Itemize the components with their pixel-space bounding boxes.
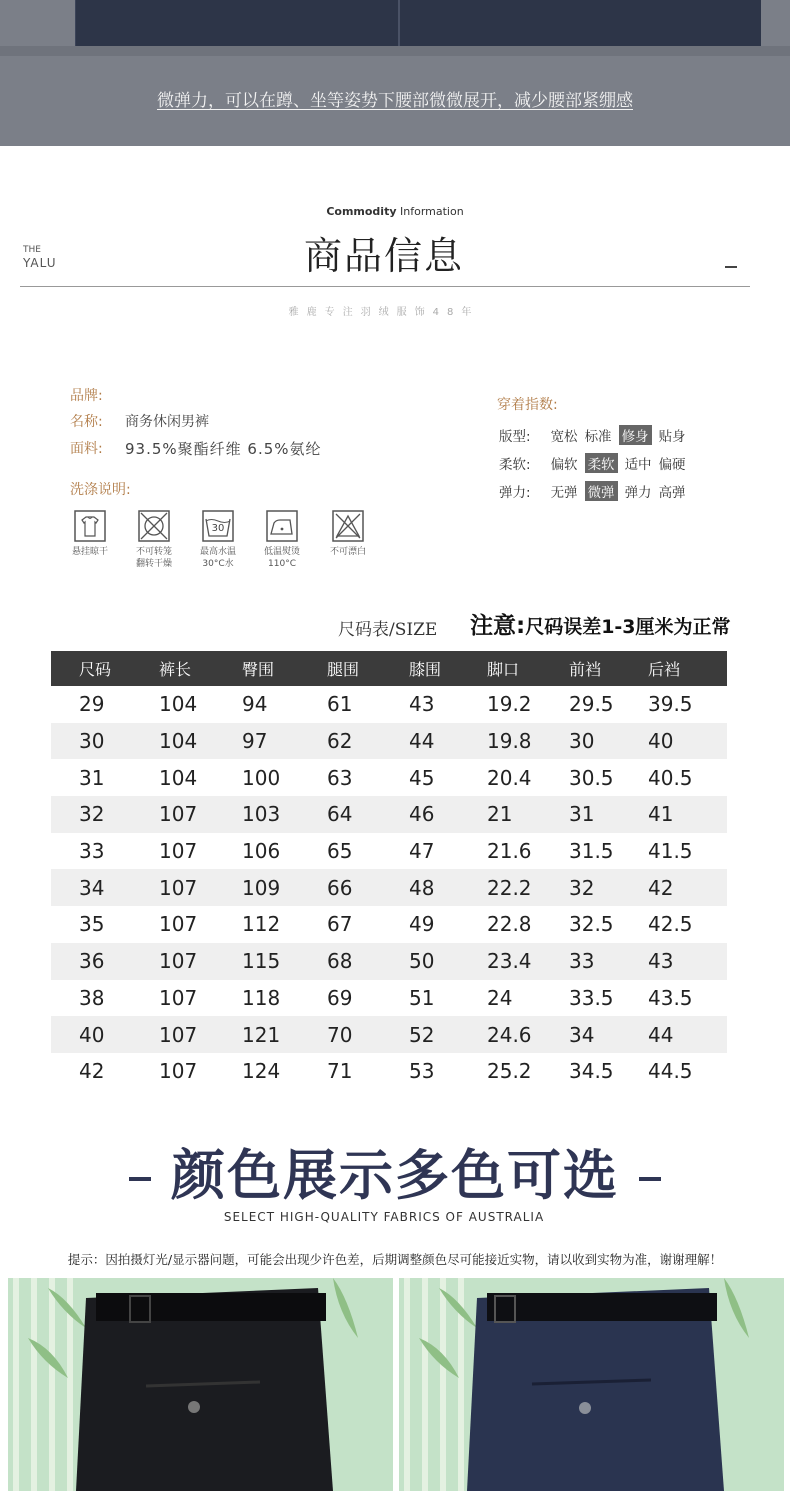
table-cell: 22.2 — [465, 869, 546, 906]
note-text: 尺码误差1-3厘米为正常 — [525, 616, 731, 638]
color-section-subtitle: SELECT HIGH-QUALITY FABRICS OF AUSTRALIA — [223, 1210, 545, 1224]
table-cell: 109 — [218, 869, 303, 906]
table-cell: 71 — [327, 1059, 353, 1084]
table-cell: 51 — [409, 985, 435, 1010]
wear-option: 贴身 — [658, 429, 686, 445]
table-cell: 44.5 — [648, 1059, 693, 1084]
commodity-word: Commodity — [326, 205, 397, 218]
care-item-wash-30 — [188, 510, 248, 570]
table-cell: 38 — [79, 985, 105, 1010]
table-cell: 46 — [386, 796, 465, 833]
table-cell: 49 — [409, 912, 435, 937]
wear-option: 无弹 — [550, 485, 578, 501]
table-cell: 31 — [79, 765, 105, 790]
table-cell: 115 — [218, 943, 303, 980]
table-cell: 22.8 — [487, 912, 532, 937]
size-table-header — [51, 651, 727, 686]
wear-row-label: 版型: — [499, 429, 531, 445]
wear-option: 高弹 — [658, 485, 686, 501]
product-photo-navy — [399, 1278, 784, 1491]
table-cell: 63 — [327, 765, 353, 790]
care-item-no-tumble — [124, 510, 184, 570]
wash-label: 洗涤说明: — [70, 482, 131, 498]
table-cell: 19.2 — [487, 692, 532, 717]
wear-option-selected: 修身 — [619, 425, 652, 445]
table-cell: 53 — [409, 1059, 435, 1084]
table-cell: 25.2 — [487, 1059, 532, 1084]
wear-option: 偏软 — [550, 457, 578, 473]
brand-mark — [23, 244, 56, 270]
table-cell: 33.5 — [569, 985, 614, 1010]
name-value: 商务休闲男裤 — [125, 414, 209, 430]
wear-option-selected: 微弹 — [585, 481, 618, 501]
table-row — [51, 869, 727, 906]
information-word: Information — [396, 205, 464, 218]
table-cell: 21.6 — [487, 839, 532, 864]
table-row — [51, 686, 727, 723]
table-cell: 107 — [133, 1016, 218, 1053]
table-cell: 33 — [79, 839, 105, 864]
table-cell: 39.5 — [648, 692, 693, 717]
care-item-hang-dry — [60, 510, 120, 558]
brand-slogan: 雅鹿专注羽绒服饰48年 — [288, 307, 480, 318]
table-cell: 50 — [386, 943, 465, 980]
table-cell: 107 — [133, 869, 218, 906]
title-dash-left — [129, 1177, 151, 1181]
table-cell: 40 — [51, 1016, 133, 1053]
table-cell: 107 — [159, 912, 198, 937]
table-cell: 67 — [327, 912, 353, 937]
table-cell: 23.4 — [465, 943, 546, 980]
table-cell: 48 — [386, 869, 465, 906]
table-cell: 34.5 — [569, 1059, 614, 1084]
table-cell: 32 — [51, 796, 133, 833]
wear-row-elasticity — [499, 481, 693, 501]
size-chart-label: 尺码表/SIZE — [338, 620, 438, 640]
size-table-body — [51, 686, 727, 1090]
table-cell: 69 — [327, 985, 353, 1010]
brand-the: THE — [23, 245, 41, 255]
product-photo-black — [8, 1278, 393, 1491]
header-divider — [20, 286, 750, 287]
size-col-header: 腿围 — [303, 651, 386, 686]
table-cell: 97 — [218, 723, 303, 760]
section-title: 商品信息 — [303, 234, 464, 278]
wear-option: 偏硬 — [658, 457, 686, 473]
table-cell: 40.5 — [648, 765, 693, 790]
wear-row-fit — [499, 425, 693, 445]
pants-seam — [398, 0, 400, 46]
table-cell: 107 — [159, 1059, 198, 1084]
table-cell: 107 — [159, 839, 198, 864]
size-col-header: 前裆 — [546, 651, 628, 686]
wear-row-label: 弹力: — [499, 485, 531, 501]
table-row — [51, 943, 727, 980]
hang-dry-icon — [74, 510, 106, 542]
fabric-value: 93.5%聚酯纤维 6.5%氨纶 — [125, 440, 322, 458]
color-tip: 提示：因拍摄灯光/显示器问题，可能会出现少许色差，后期调整颜色尽可能接近实物，请以收到实物为准，谢谢理解！ — [67, 1252, 723, 1267]
table-cell: 34 — [546, 1016, 628, 1053]
table-row — [51, 1016, 727, 1053]
table-cell: 30.5 — [569, 765, 614, 790]
wash-temp-badge: 30 — [211, 523, 225, 534]
size-col-header: 膝围 — [386, 651, 465, 686]
table-cell: 30 — [546, 723, 628, 760]
care-caption: 最高水温 — [199, 547, 236, 557]
table-row — [51, 833, 727, 870]
table-cell: 42 — [628, 869, 727, 906]
table-cell: 45 — [409, 765, 435, 790]
size-col-header: 臀围 — [218, 651, 303, 686]
table-cell: 44 — [628, 1016, 727, 1053]
table-cell: 66 — [303, 869, 386, 906]
table-cell: 103 — [218, 796, 303, 833]
table-cell: 21 — [465, 796, 546, 833]
wear-option: 标准 — [584, 429, 612, 445]
no-tumble-dry-icon — [138, 510, 170, 542]
note-prefix: 注意: — [470, 613, 526, 639]
table-cell: 36 — [51, 943, 133, 980]
table-cell: 121 — [218, 1016, 303, 1053]
table-cell: 41 — [628, 796, 727, 833]
table-cell: 64 — [303, 796, 386, 833]
table-cell: 40 — [628, 723, 727, 760]
table-cell: 52 — [386, 1016, 465, 1053]
name-label: 名称: — [70, 414, 103, 430]
fabric-label: 面料: — [70, 441, 103, 457]
size-col-header: 后裆 — [628, 651, 727, 686]
care-caption: 不可转笼 — [135, 547, 172, 557]
table-row — [51, 1053, 727, 1090]
table-cell: 31.5 — [569, 839, 614, 864]
table-row — [51, 980, 727, 1017]
table-cell: 43.5 — [648, 985, 693, 1010]
table-cell: 31 — [546, 796, 628, 833]
wash-30-icon — [202, 510, 234, 542]
table-cell: 42 — [79, 1059, 105, 1084]
table-cell: 43 — [628, 943, 727, 980]
table-cell: 94 — [242, 692, 268, 717]
table-cell: 34 — [51, 869, 133, 906]
table-cell: 32 — [546, 869, 628, 906]
wear-row-softness — [499, 453, 693, 473]
table-cell: 24 — [487, 985, 513, 1010]
table-cell: 20.4 — [487, 765, 532, 790]
care-caption-2: 翻转干燥 — [135, 559, 172, 569]
table-cell: 35 — [79, 912, 105, 937]
table-cell: 62 — [303, 723, 386, 760]
size-col-header: 脚口 — [465, 651, 546, 686]
top-banner — [0, 0, 790, 146]
table-cell: 106 — [242, 839, 281, 864]
table-cell: 47 — [409, 839, 435, 864]
banner-caption: 微弹力，可以在蹲、坐等姿势下腰部微微展开，减少腰部紧绷感 — [157, 91, 633, 111]
table-cell: 124 — [242, 1059, 281, 1084]
pants-image — [75, 0, 761, 46]
table-cell: 107 — [159, 985, 198, 1010]
table-cell: 104 — [159, 692, 198, 717]
table-cell: 43 — [409, 692, 435, 717]
table-row — [51, 796, 727, 833]
table-cell: 65 — [327, 839, 353, 864]
care-caption-2: 110°C — [268, 559, 296, 569]
table-cell: 107 — [133, 943, 218, 980]
wear-index-label: 穿着指数: — [497, 397, 558, 413]
table-cell: 41.5 — [648, 839, 693, 864]
wear-option: 弹力 — [624, 485, 652, 501]
care-caption: 悬挂晾干 — [71, 547, 108, 557]
care-caption: 低温熨烫 — [263, 547, 300, 557]
table-cell: 107 — [133, 796, 218, 833]
table-cell: 32.5 — [569, 912, 614, 937]
wear-row-label: 柔软: — [499, 457, 531, 473]
table-cell: 30 — [51, 723, 133, 760]
banner-shadow — [0, 46, 790, 56]
size-table — [51, 651, 727, 1090]
table-cell: 33 — [546, 943, 628, 980]
care-item-low-iron — [252, 510, 312, 570]
size-col-header: 裤长 — [133, 651, 218, 686]
table-cell: 29.5 — [569, 692, 614, 717]
wear-option: 适中 — [624, 457, 652, 473]
table-row — [51, 906, 727, 943]
table-cell: 112 — [242, 912, 281, 937]
section-subtitle-en — [0, 205, 790, 218]
table-row — [51, 759, 727, 796]
table-cell: 44 — [386, 723, 465, 760]
brand-yalu: YALU — [23, 256, 57, 270]
color-section-title — [0, 1133, 790, 1210]
care-caption-2: 30°C水 — [202, 559, 234, 569]
care-item-no-bleach — [318, 510, 378, 558]
header-dash — [725, 266, 737, 268]
table-cell: 104 — [159, 765, 198, 790]
low-iron-icon — [266, 510, 298, 542]
table-cell: 104 — [133, 723, 218, 760]
title-dash-right — [639, 1177, 661, 1181]
table-cell: 61 — [327, 692, 353, 717]
table-cell: 42.5 — [648, 912, 693, 937]
table-cell: 68 — [303, 943, 386, 980]
table-cell: 29 — [79, 692, 105, 717]
table-cell: 100 — [242, 765, 281, 790]
table-cell: 19.8 — [465, 723, 546, 760]
wear-option-selected: 柔软 — [585, 453, 618, 473]
size-note — [470, 607, 731, 640]
table-cell: 118 — [242, 985, 281, 1010]
no-bleach-icon — [332, 510, 364, 542]
table-cell: 24.6 — [465, 1016, 546, 1053]
table-cell: 70 — [303, 1016, 386, 1053]
wear-option: 宽松 — [550, 429, 578, 445]
color-title-text: 颜色展示多色可选 — [171, 1144, 619, 1207]
care-caption: 不可漂白 — [329, 547, 366, 557]
brand-label: 品牌: — [70, 388, 103, 404]
size-col-header: 尺码 — [51, 651, 133, 686]
table-row — [51, 723, 727, 760]
